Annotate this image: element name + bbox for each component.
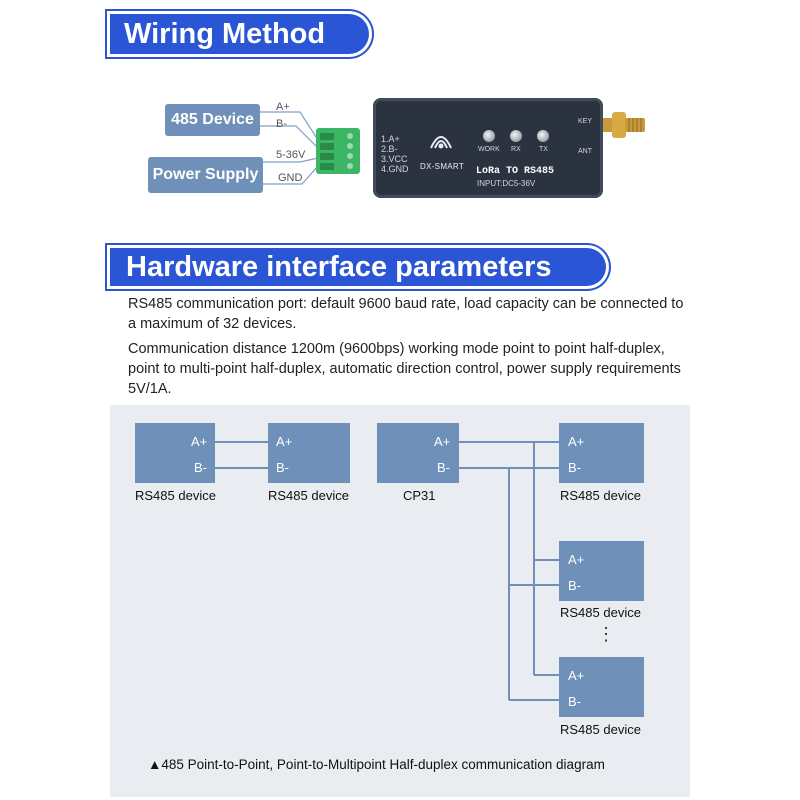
ant-label: ANT	[578, 148, 592, 155]
more-devices-ellipsis: ⋮	[597, 624, 615, 644]
rs485-device-block: A+ B-	[559, 657, 644, 717]
rs485-device-block: A+ B-	[135, 423, 215, 483]
param-communication: Communication distance 1200m (9600bps) working mode point to point half-duplex, point to multi-point half-duplex, automatic direction control, power supply requirements 5V/1A.	[128, 341, 681, 397]
brand-name: DX-SMART	[420, 162, 465, 171]
work-led-label: WORK	[478, 146, 500, 153]
hardware-parameters-banner: Hardware interface parameters	[110, 248, 606, 286]
485-device-label: 485 Device	[165, 104, 260, 136]
rs485-device-label: RS485 device	[135, 488, 216, 503]
module-input-spec: INPUT:DC5-36V	[477, 179, 536, 188]
rs485-device-block: A+ B-	[559, 541, 644, 601]
wire-a-label: A+	[276, 101, 290, 113]
param-rs485-port: RS485 communication port: default 9600 baud rate, load capacity can be connected to a maximum of 32 devices.	[128, 296, 684, 332]
module-title: LoRa TO RS485	[476, 166, 555, 177]
rs485-device-block: A+ B-	[268, 423, 350, 483]
rs485-device-label: RS485 device	[268, 488, 349, 503]
pin-labels: 1.A+ 2.B- 3.VCC 4.GND	[381, 134, 409, 174]
rs485-device-label: RS485 device	[560, 488, 641, 503]
tx-led-label: TX	[539, 146, 548, 153]
diagram-caption: ▲485 Point-to-Point, Point-to-Multipoint Half-duplex communication diagram	[148, 757, 605, 772]
rs485-device-block: A+ B-	[559, 423, 644, 483]
key-label: KEY	[578, 118, 593, 125]
rx-led-label: RX	[511, 146, 521, 153]
power-supply-label: Power Supply	[148, 157, 263, 193]
wire-b-label: B-	[276, 118, 287, 130]
rs485-device-label: RS485 device	[560, 605, 641, 620]
wire-v-label: 5-36V	[276, 149, 306, 161]
rs485-device-label: RS485 device	[560, 722, 641, 737]
wire-gnd-label: GND	[278, 172, 303, 184]
cp31-label: CP31	[403, 488, 436, 503]
cp31-block: A+ B-	[377, 423, 459, 483]
wiring-method-banner: Wiring Method	[110, 14, 369, 54]
